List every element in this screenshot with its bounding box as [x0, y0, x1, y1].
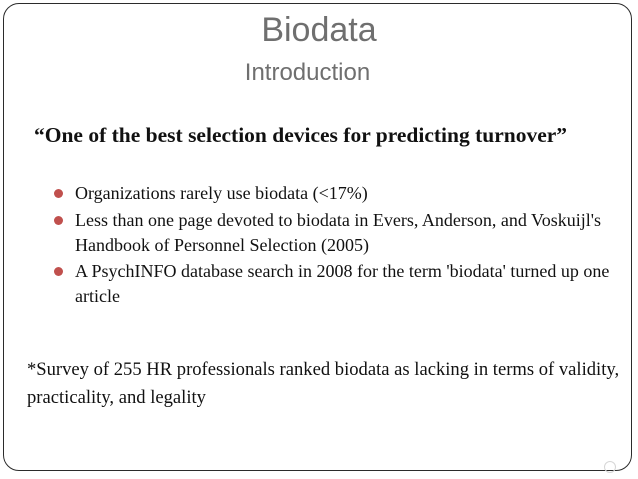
- slide-title: Biodata: [261, 11, 377, 49]
- bullet-item: [52, 181, 612, 206]
- bullet-item: [52, 208, 612, 258]
- bullet-text: Organizations rarely use biodata (<17%): [75, 183, 368, 203]
- bullet-text: A PsychINFO database search in 2008 for the term 'biodata' turned up one article: [75, 261, 610, 306]
- bullet-dot-icon: [54, 216, 63, 225]
- bullet-dot-icon: [54, 267, 63, 276]
- quote-heading: “One of the best selection devices for predicting turnover”: [34, 123, 568, 147]
- bullet-list: [52, 181, 612, 311]
- bullet-text: Less than one page devoted to biodata in Evers, Anderson, and Voskuijl's Handbook of Personnel Selection (2005): [75, 209, 601, 255]
- corner-circle-icon: [604, 461, 616, 473]
- slide-subtitle: Introduction: [244, 59, 371, 86]
- bullet-dot-icon: [54, 189, 63, 198]
- survey-note: *Survey of 255 HR professionals ranked biodata as lacking in terms of validity, practicality, and legality: [27, 359, 620, 408]
- bullet-item: [52, 259, 612, 309]
